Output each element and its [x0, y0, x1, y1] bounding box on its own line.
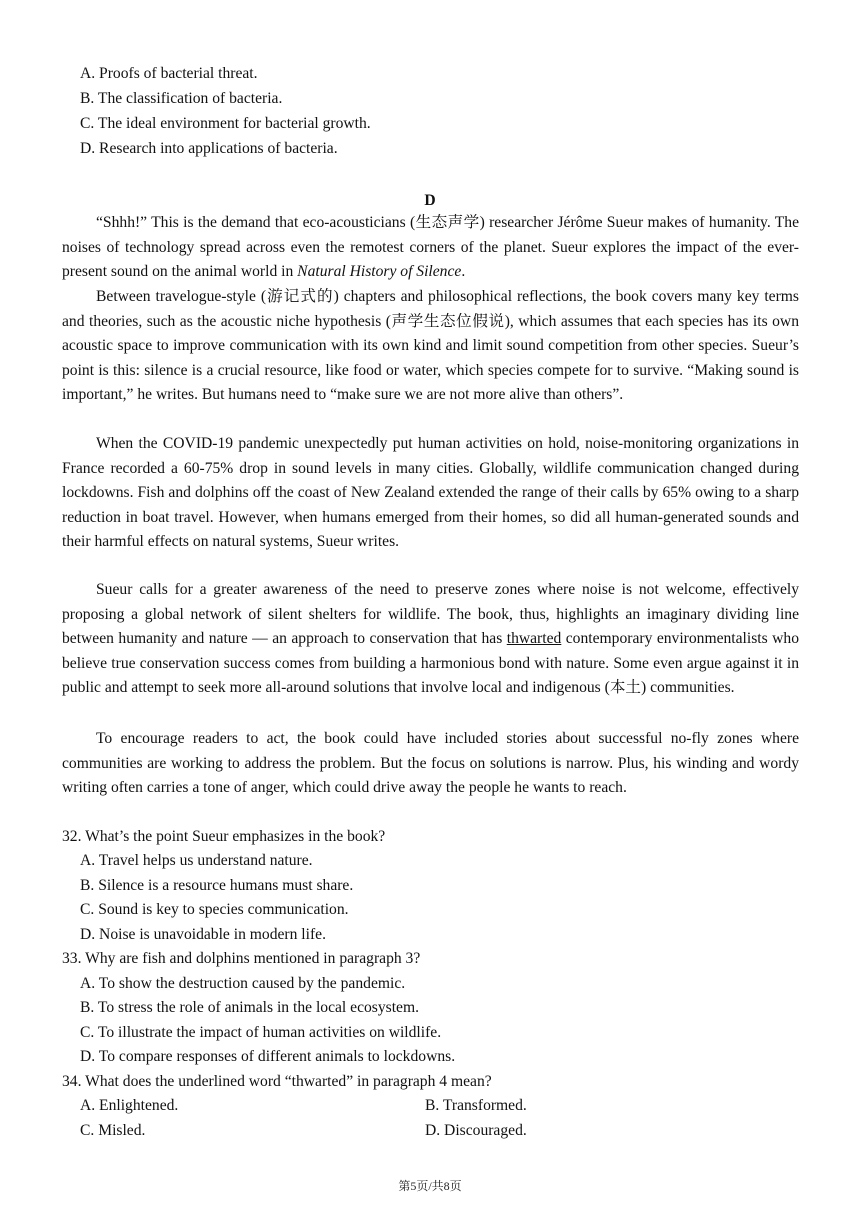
prev-option-d: D. Research into applications of bacteria.: [80, 140, 338, 157]
question-34-option-d: D. Discouraged.: [425, 1122, 527, 1139]
question-34-stem: 34. What does the underlined word “thwarted” in paragraph 4 mean?: [62, 1073, 492, 1090]
passage-paragraph-1: [62, 211, 799, 285]
question-32-option-d: D. Noise is unavoidable in modern life.: [80, 926, 326, 943]
question-33-option-a: A. To show the destruction caused by the pandemic.: [80, 975, 406, 992]
question-32-option-a: A. Travel helps us understand nature.: [80, 852, 313, 869]
passage-paragraph-3: When the COVID-19 pandemic unexpectedly put human activities on hold, noise-monitoring organizations in France recorded a 60-75% drop in sound levels in many cities. Globally, wildlife communication changed during lockdowns. Fish and dolphins off the coast of New Zealand extended the range of their calls by 65% owing to a sharp reduction in boat travel. However, when humans emerged from their homes, so did all human-generated sounds and their harmful effects on natural systems, Sueur writes.: [62, 435, 799, 550]
passage-paragraph-5: To encourage readers to act, the book could have included stories about successful no-fly zones where communities are working to address the problem. But the focus on solutions is narrow. Plus, his winding and wordy writing often carries a tone of anger, which could drive away the people he wants to reach.: [62, 730, 799, 796]
section-title: D: [424, 192, 436, 209]
book-title: Natural History of Silence: [297, 263, 462, 280]
question-33-option-b: B. To stress the role of animals in the local ecosystem.: [80, 999, 420, 1016]
question-34-option-c: C. Misled.: [80, 1122, 146, 1139]
passage-paragraph-4: [62, 578, 799, 701]
page-number: 第5页/共8页: [398, 1179, 462, 1193]
paragraph-4-text: Sueur calls for a greater awareness of the need to preserve zones where noise is not welcome, effectively proposing a global network of silent shelters for wildlife. The book, thus, highlights an imaginary dividing line between humanity and nature — an approach to conservation that has: [62, 581, 799, 647]
question-32-stem: 32. What’s the point Sueur emphasizes in the book?: [62, 828, 386, 845]
question-32-option-b: B. Silence is a resource humans must share.: [80, 877, 354, 894]
prev-option-c: C. The ideal environment for bacterial growth.: [80, 115, 371, 132]
question-34-option-b: B. Transformed.: [425, 1097, 527, 1114]
paragraph-4-end: contemporary environmentalists who believe true conservation success comes from building a harmonious bond with nature. Some even argue against it in public and attempt to seek more all-around solutions that involve local and indigenous (本土) communities.: [62, 630, 799, 696]
question-33-option-d: D. To compare responses of different animals to lockdowns.: [80, 1048, 456, 1065]
underlined-word: thwarted: [506, 630, 562, 647]
paragraph-1-text: “Shhh!” This is the demand that eco-acousticians (生态声学) researcher Jérôme Sueur makes of humanity. The noises of technology spread across even the remotest corners of the planet. Sueur explores the impact of the ever-present sound on the animal world in: [62, 214, 799, 280]
passage-paragraph-2: Between travelogue-style (游记式的) chapters and philosophical reflections, the book covers many key terms and theories, such as the acoustic niche hypothesis (声学生态位假说), which assumes that each species has its own acoustic space to improve communication with its own kind and limit sound competition from other species. Sueur’s point is this: silence is a crucial resource, like food or water, which species compete for to survive. “Making sound is important,” he writes. But humans need to “make sure we are not more alive than others”.: [62, 288, 799, 403]
paragraph-1-end: .: [461, 263, 466, 280]
question-32-option-c: C. Sound is key to species communication.: [80, 901, 349, 918]
prev-option-a: A. Proofs of bacterial threat.: [80, 65, 258, 82]
question-34-option-a: A. Enlightened.: [80, 1097, 179, 1114]
question-33-option-c: C. To illustrate the impact of human activities on wildlife.: [80, 1024, 442, 1041]
prev-option-b: B. The classification of bacteria.: [80, 90, 283, 107]
question-33-stem: 33. Why are fish and dolphins mentioned in paragraph 3?: [62, 950, 421, 967]
